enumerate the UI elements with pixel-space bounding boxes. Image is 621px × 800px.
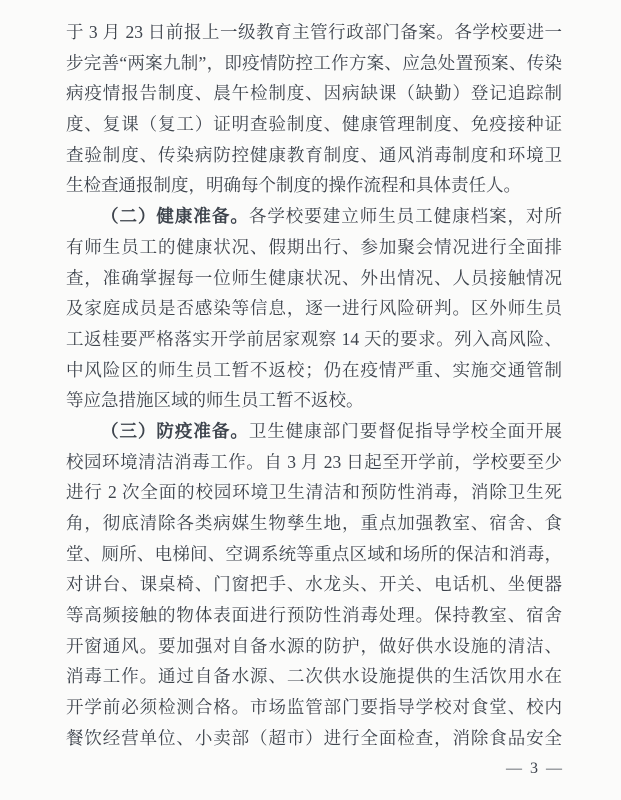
text-line	[66, 447, 562, 478]
section-heading-text: （二）健康准备。	[101, 206, 249, 227]
text-line	[66, 293, 562, 324]
text-line	[66, 385, 562, 416]
body-text: 于 3 月 23 日前报上一级教育主管行政部门备案。各学校要进一	[66, 22, 562, 42]
body-text: 等高频接触的物体表面进行预防性消毒处理。保持教室、宿舍	[66, 605, 562, 626]
body-text: 中风险区的师生员工暂不返校；仍在疫情严重、实施交通管制	[66, 359, 562, 380]
body-text: 卫生健康部门要督促指导学校全面开展	[248, 420, 562, 441]
text-line	[66, 170, 562, 201]
body-text: 对讲台、课桌椅、门窗把手、水龙头、开关、电话机、坐便器	[66, 574, 562, 595]
body-text: 查验制度、传染病防控健康教育制度、通风消毒制度和环境卫	[66, 144, 562, 165]
body-text: 消毒工作。通过自备水源、二次供水设施提供的生活饮用水在	[66, 666, 562, 687]
body-text: 步完善“两案九制”，即疫情防控工作方案、应急处置预案、传染	[66, 52, 562, 73]
body-text: 生检查通报制度，明确每个制度的操作流程和具体责任人。	[66, 175, 521, 196]
body-text: 及家庭成员是否感染等信息，逐一进行风险研判。区外师生员	[66, 298, 562, 319]
body-text: 角，彻底清除各类病媒生物孳生地，重点加强教室、宿舍、食	[66, 513, 562, 533]
body-text: 等应急措施区域的师生员工暂不返校。	[66, 390, 364, 411]
text-line	[66, 324, 562, 355]
text-line	[66, 140, 562, 171]
text-line	[66, 416, 562, 447]
document-body	[66, 17, 562, 754]
text-line	[66, 600, 562, 631]
body-text: 工返桂要严格落实开学前居家观察 14 天的要求。列入高风险、	[66, 328, 562, 349]
body-text: 有师生员工的健康状况、假期出行、参加聚会情况进行全面排	[66, 236, 562, 257]
text-line	[66, 692, 562, 723]
text-line	[66, 631, 562, 662]
body-text: 餐饮经营单位、小卖部（超市）进行全面检查，消除食品安全	[66, 727, 562, 748]
text-line	[66, 17, 562, 48]
text-line	[66, 78, 562, 109]
text-line	[66, 48, 562, 79]
text-line	[66, 569, 562, 600]
body-text: 病疫情报告制度、晨午检制度、因病缺课（缺勤）登记追踪制	[66, 83, 562, 104]
text-line	[66, 355, 562, 386]
body-text: 进行 2 次全面的校园环境卫生清洁和预防性消毒，消除卫生死	[66, 482, 562, 503]
text-line	[66, 723, 562, 754]
body-text: 度、复课（复工）证明查验制度、健康管理制度、免疫接种证	[66, 114, 562, 135]
body-text: 查，准确掌握每一位师生健康状况、外出情况、人员接触情况	[66, 267, 562, 288]
text-line	[66, 201, 562, 232]
text-line	[66, 661, 562, 692]
text-line	[66, 508, 562, 539]
text-line	[66, 109, 562, 140]
body-text: 开学前必须检测合格。市场监管部门要指导学校对食堂、校内	[66, 697, 562, 718]
body-text: 堂、厕所、电梯间、空调系统等重点区域和场所的保洁和消毒，	[66, 543, 562, 564]
body-text: 校园环境清洁消毒工作。自 3 月 23 日起至开学前，学校要至少	[66, 451, 562, 472]
body-text: 开窗通风。要加强对自备水源的防护，做好供水设施的清洁、	[66, 635, 562, 656]
section-heading-text: （三）防疫准备。	[101, 420, 249, 441]
text-line	[66, 263, 562, 294]
text-line	[66, 232, 562, 263]
text-line	[66, 477, 562, 508]
page-number: — 3 —	[506, 760, 564, 777]
text-line	[66, 539, 562, 570]
body-text: 各学校要建立师生员工健康档案，对所	[248, 206, 562, 227]
